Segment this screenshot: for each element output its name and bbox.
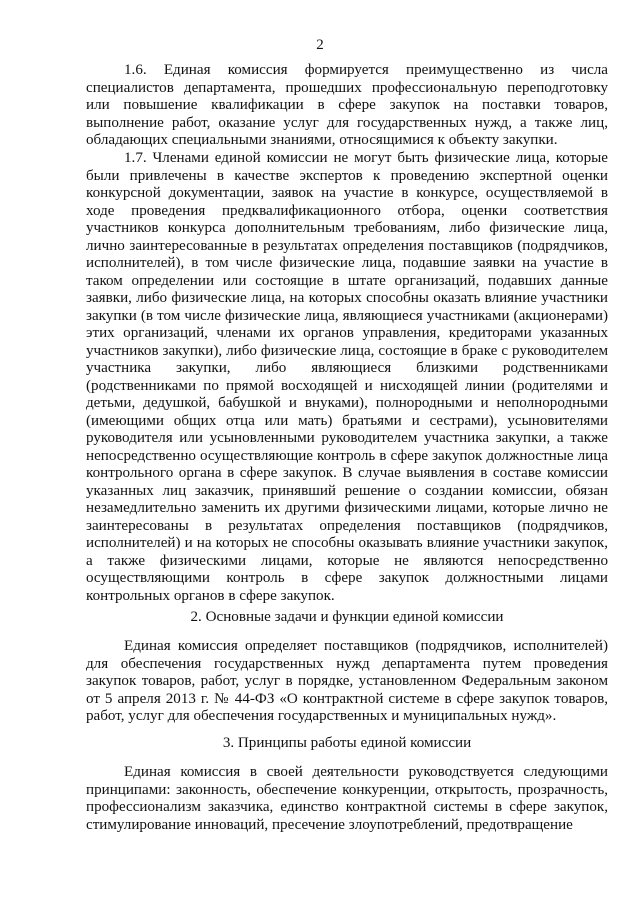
page-number: 2 [316, 37, 324, 53]
paragraph-1-6: 1.6. Единая комиссия формируется преимущественно из числа специалистов департамента, прошедших профессиональную переподготовку или повышение квалификации в сфере закупок на поставки товаров, выполнение работ, оказание услуг для государственных нужд, а также лиц, обладающих специальными знаниями, относящимися к объекту закупки. [86, 62, 608, 148]
paragraph-1-7: 1.7. Членами единой комиссии не могут быть физические лица, которые были привлечены в качестве экспертов к проведению экспертной оценки конкурсной документации, заявок на участие в конкурсе, осуществляемой в ходе проведения предквалификационного отбора, оценки соответствия участников конкурса дополнительным требованиям, либо физические лица, лично заинтересованные в результатах определения поставщиков (подрядчиков, исполнителей), в том числе физические лица, подавшие заявки на участие в таком определении или состоящие в штате организаций, подавших данные заявки, либо физические лица, на которых способны оказать влияние участники закупки (в том числе физические лица, являющиеся участниками (акционерами) этих организаций, членами их органов управления, кредиторами указанных участников закупки), либо физические лица, состоящие в браке с руководителем участника закупки, либо являющиеся близкими родственниками (родственниками по прямой восходящей и нисходящей линии (родителями и детьми, дедушкой, бабушкой и внуками), полнородными и неполнородными (имеющими общих отца или мать) братьями и сестрами), усыновителями руководителя или усыновленными руководителем участника закупки, а также непосредственно осуществляющие контроль в сфере закупок должностные лица контрольного органа в сфере закупок. В случае выявления в составе комиссии указанных лиц заказчик, принявший решение о создании комиссии, обязан незамедлительно заменить их другими физическими лицами, которые лично не заинтересованы в результатах определения поставщиков (подрядчиков, исполнителей) и на которых не способны оказывать влияние участники закупок, а также физическими лицами, которые не являются непосредственно осуществляющими контроль в сфере закупок должностными лицами контрольных органов в сфере закупок. [86, 150, 608, 604]
section-3-block [86, 764, 608, 834]
section-2-block [86, 638, 608, 726]
section-1-7-block [86, 150, 608, 605]
section-2-heading: 2. Основные задачи и функции единой комиссии [190, 609, 504, 625]
section-2-heading-block [86, 608, 608, 626]
paragraph-2: Единая комиссия определяет поставщиков (подрядчиков, исполнителей) для обеспечения государственных нужд департамента путем проведения закупок товаров, работ, услуг в порядке, установленном Федеральным законом от 5 апреля 2013 г. № 44-ФЗ «О контрактной системе в сфере закупок товаров, работ, услуг для обеспечения государственных и муниципальных нужд». [86, 638, 608, 724]
section-3-heading-block [86, 734, 608, 752]
section-3-heading: 3. Принципы работы единой комиссии [222, 735, 472, 751]
section-1-6-block [86, 62, 608, 150]
paragraph-3: Единая комиссия в своей деятельности руководствуется следующими принципами: законность, обеспечение конкуренции, открытость, прозрачность, профессионализм заказчика, единство контрактной системы в сфере закупок, стимулирование инноваций, пресечение злоупотреблений, предотвращение [86, 764, 608, 833]
